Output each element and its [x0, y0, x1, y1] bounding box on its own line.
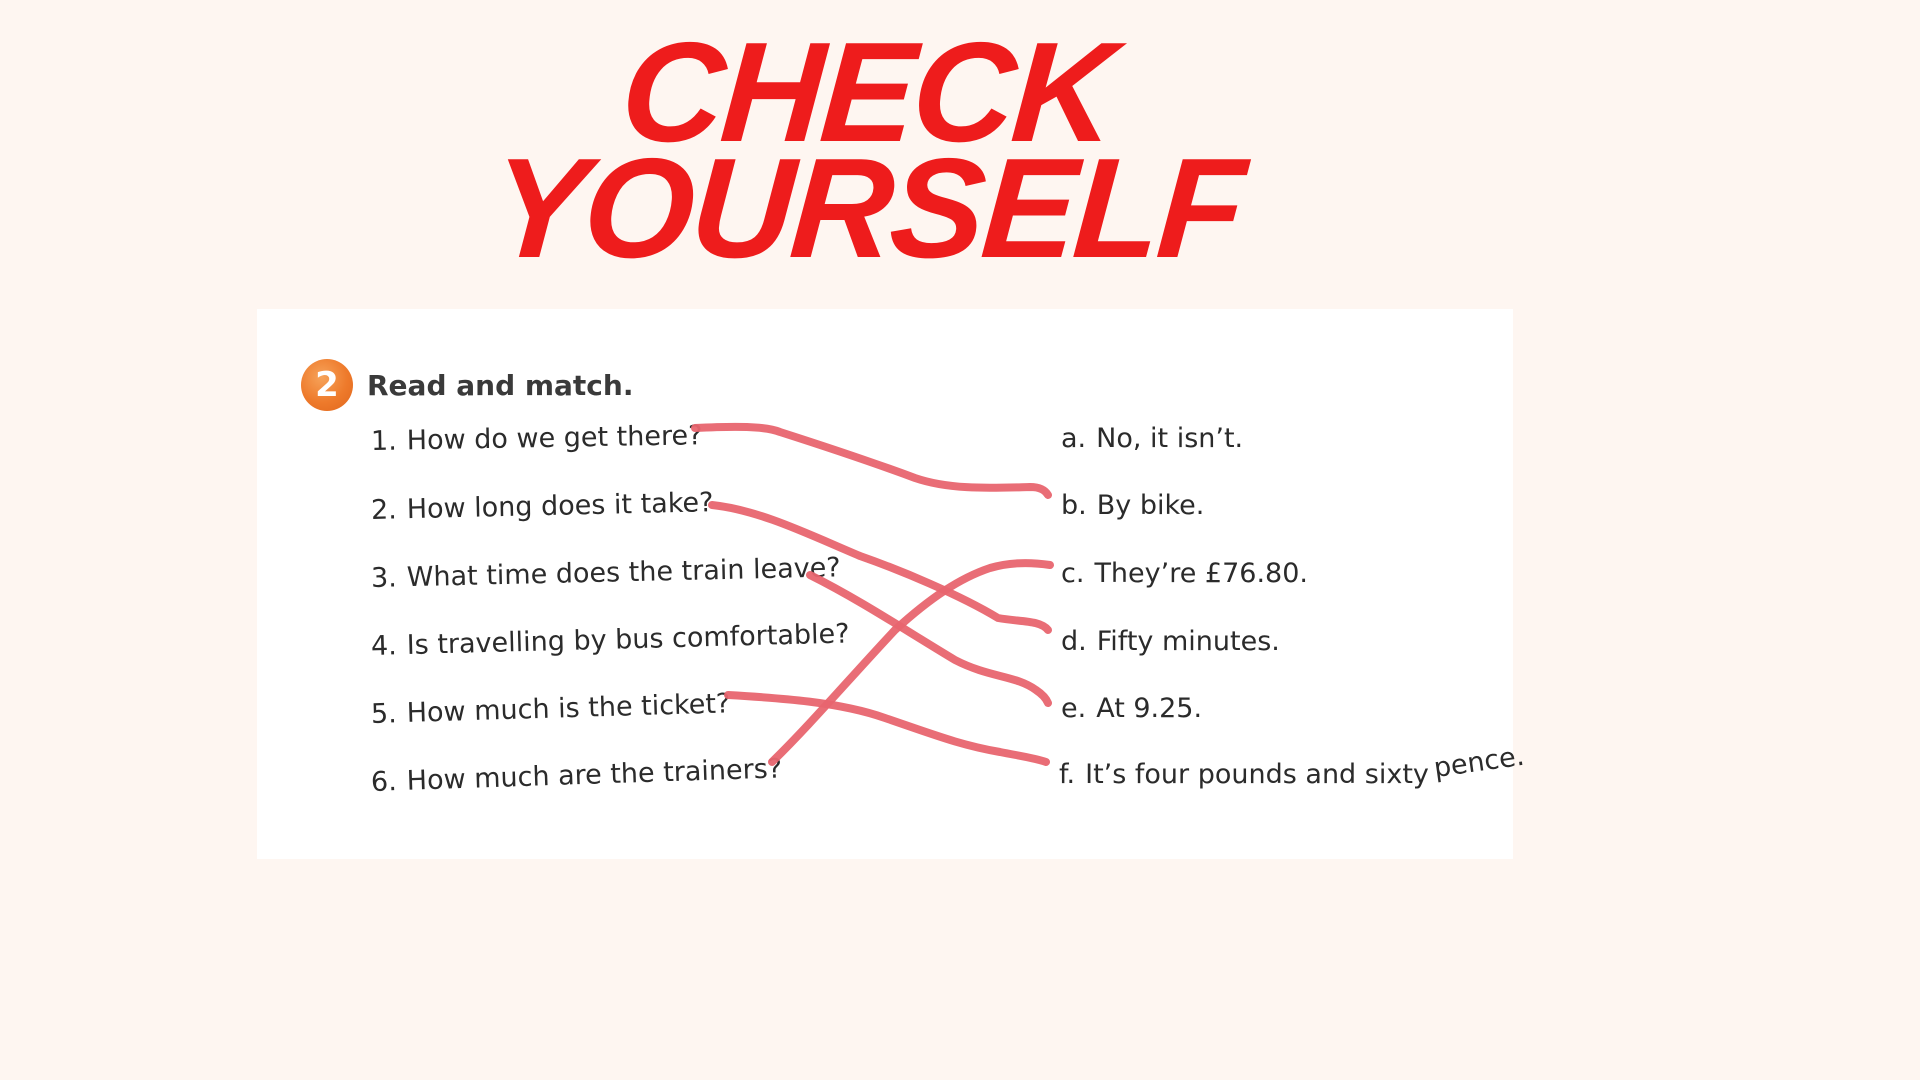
- instruction-text: Read and match.: [367, 368, 634, 402]
- question-1: [371, 420, 703, 457]
- answer-d: [1061, 626, 1280, 657]
- question-text: How long does it take?: [406, 487, 714, 526]
- question-text: How much are the trainers?: [406, 753, 783, 797]
- question-number: 5.: [370, 698, 398, 730]
- question-number: 3.: [370, 562, 398, 594]
- answer-f: [1059, 740, 1528, 790]
- question-number: 4.: [370, 630, 398, 662]
- question-text: How much is the ticket?: [406, 688, 731, 729]
- question-text: What time does the train leave?: [406, 552, 841, 594]
- exercise-card: [257, 309, 1527, 859]
- answer-letter: c.: [1061, 558, 1085, 589]
- question-text: How do we get there?: [406, 420, 703, 457]
- task-number-badge: 2: [301, 359, 353, 411]
- answer-letter: d.: [1061, 626, 1087, 657]
- answer-c: [1061, 558, 1308, 589]
- answer-text: It’s four pounds and sixty: [1085, 759, 1429, 790]
- answer-text-tail: pence.: [1432, 740, 1527, 785]
- question-4: [371, 618, 850, 662]
- answer-e: [1061, 693, 1202, 724]
- exercise-heading: [301, 359, 633, 411]
- question-text: Is travelling by bus comfortable?: [406, 618, 850, 662]
- title-check: CHECK: [616, 13, 1118, 172]
- answer-text: No, it isn’t.: [1096, 423, 1244, 454]
- answer-text: By bike.: [1096, 490, 1205, 521]
- answer-letter: f.: [1059, 759, 1076, 790]
- question-2: [371, 487, 714, 526]
- question-5: [371, 688, 731, 730]
- answer-text: They’re £76.80.: [1094, 558, 1308, 589]
- answer-text: Fifty minutes.: [1096, 626, 1280, 657]
- answer-a: [1061, 423, 1243, 454]
- question-number: 2.: [370, 494, 398, 526]
- answer-letter: b.: [1061, 490, 1087, 521]
- answer-b: [1061, 490, 1204, 521]
- question-6: [370, 753, 782, 798]
- question-number: 6.: [370, 766, 398, 798]
- question-number: 1.: [370, 425, 398, 457]
- question-3: [371, 552, 841, 594]
- answer-letter: a.: [1061, 423, 1087, 454]
- answer-letter: e.: [1061, 693, 1087, 724]
- answer-text: At 9.25.: [1096, 693, 1203, 724]
- title-yourself: YOURSELF: [486, 129, 1248, 288]
